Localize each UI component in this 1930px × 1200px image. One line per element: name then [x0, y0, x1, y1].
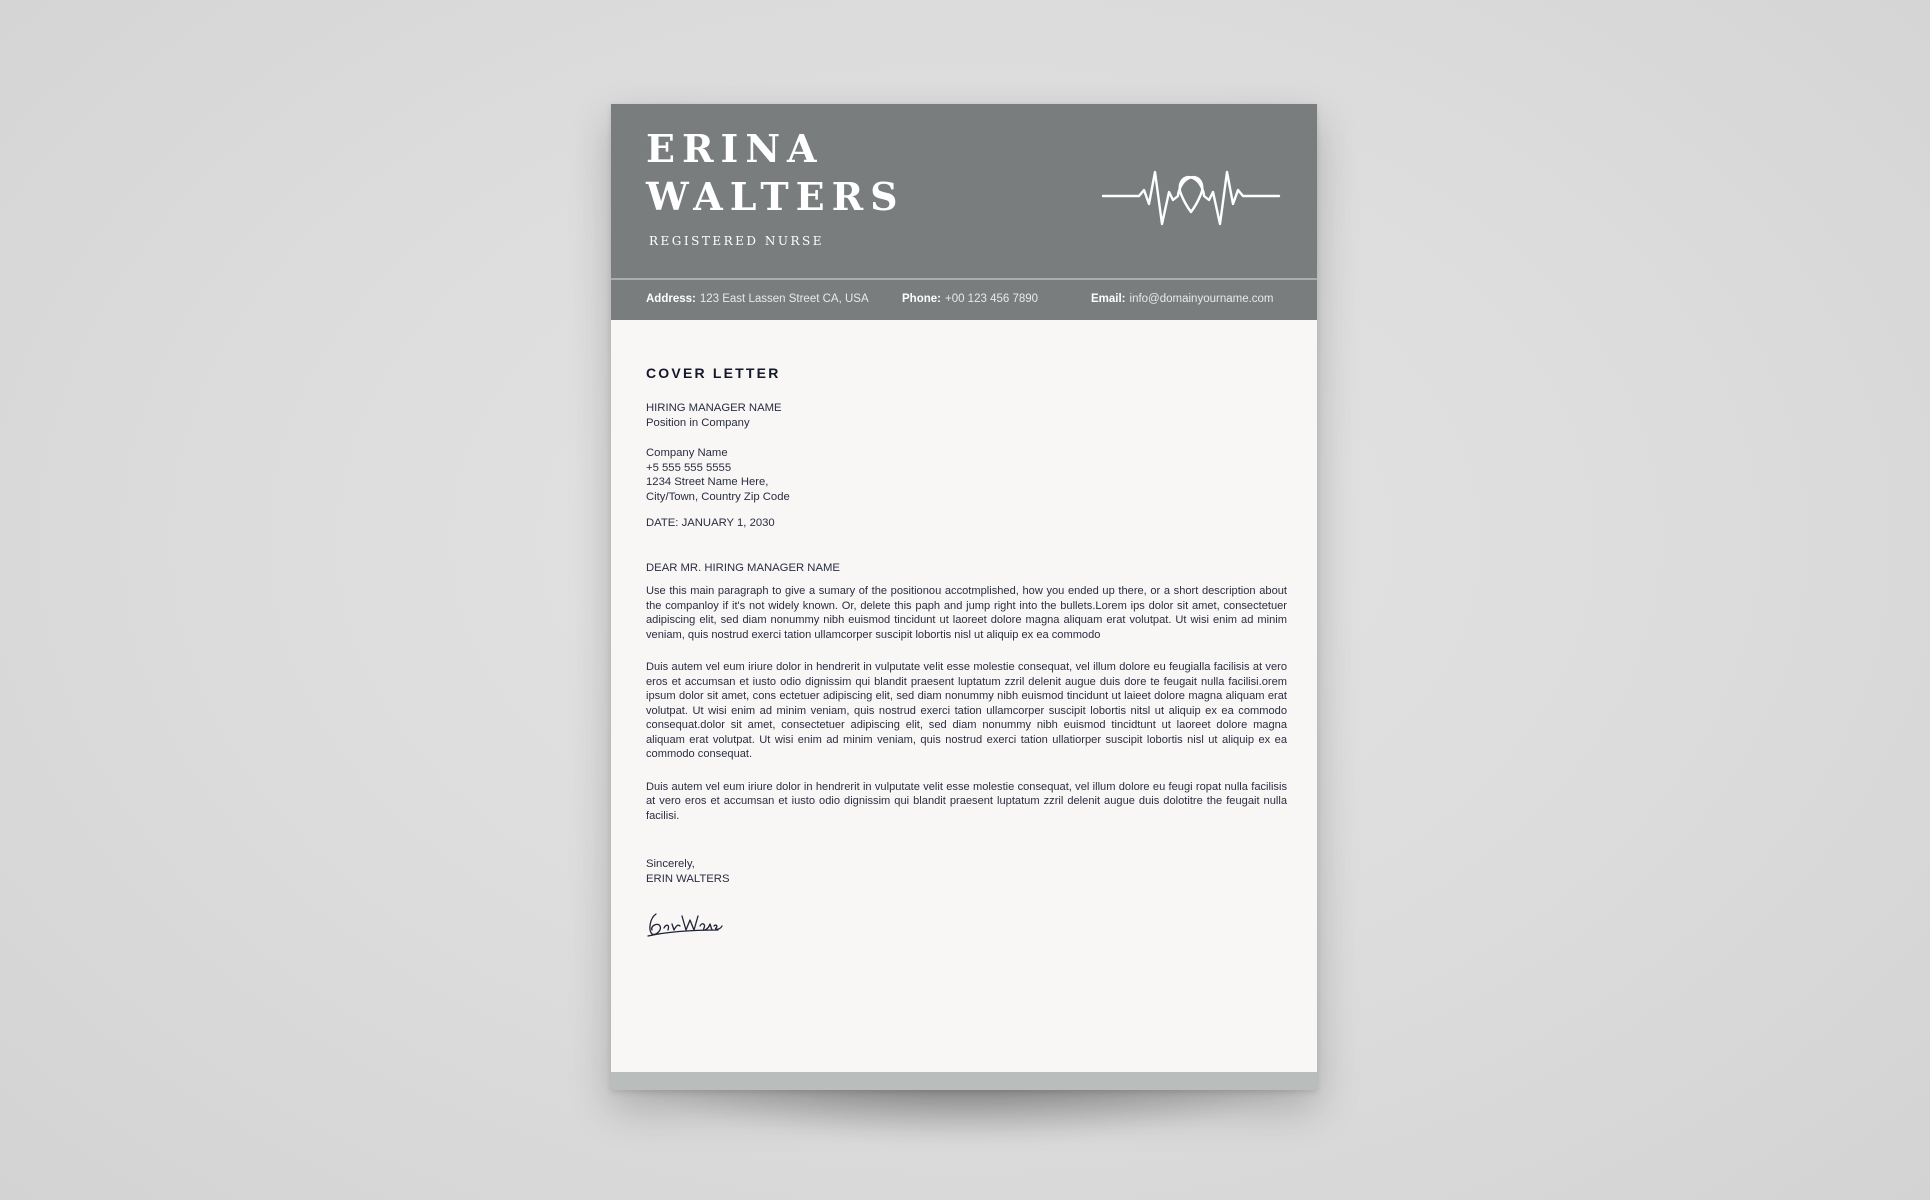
letterhead [611, 104, 1317, 278]
email-value: info@domainyourname.com [1129, 293, 1274, 305]
closing: Sincerely, [646, 858, 695, 870]
company-phone: +5 555 555 5555 [646, 461, 732, 474]
footer-band [611, 1072, 1317, 1090]
signer-name: ERIN WALTERS [646, 872, 730, 885]
address-label: Address: [646, 293, 696, 305]
job-title: REGISTERED NURSE [649, 234, 824, 248]
phone-label: Phone: [902, 293, 941, 305]
document-heading: COVER LETTER [646, 365, 781, 381]
paragraph-2: Duis autem vel eum iriure dolor in hendrerit in vulputate velit esse molestie consequat, vel illum dolore eu feugialla facilisis at vero eros et accumsan et iusto odio dignissim qui blandit praesent luptatum zzril delenit augue duis dore te feugait nulla facilisi.orem ipsum dolor sit amet, cons ectetuer adipiscing elit, sed diam nonummy nibh euismod tincidunt ut laieet dolore magna aliquam erat volutpat. Ut wisi enim ad minim veniam, quis nostrud exerci tation ullamcorper suscipit lobortis nitsl ut aliquip ex ea commodo consequat.dolor sit amet, consectetuer adipiscing elit, sed diam nonummy nibh euismod tincidtunt ut laoreet dolore magna aliquam erat volutpat. Ut wisi enim ad minim veniam, quis nostrud exerci tation ullatiorper suscipit lobortis nisl ut aliquip ex ea commodo consequat. [646, 661, 1287, 760]
heartbeat-heart-icon [1101, 154, 1281, 234]
address-value: 123 East Lassen Street CA, USA [699, 293, 869, 305]
salutation: DEAR MR. HIRING MANAGER NAME [646, 561, 840, 574]
paragraph-3: Duis autem vel eum iriure dolor in hendrerit in vulputate velit esse molestie consequat, vel illum dolore eu feugi ropat nulla facilisis at vero eros et accumsan et iusto odio dignissim qui blandit praesent luptatum zzril delenit augue duis dolotitre the feugait nulla facilisi. [646, 780, 1287, 822]
letter-body [646, 364, 1287, 942]
last-name: WALTERS [646, 174, 905, 219]
contact-email [1091, 293, 1274, 305]
recipient-position: Position in Company [646, 416, 750, 429]
company-street: 1234 Street Name Here, [646, 476, 769, 488]
first-name: ERINA [646, 126, 824, 171]
phone-value: +00 123 456 7890 [944, 293, 1039, 305]
contact-phone [902, 293, 1038, 305]
recipient-name: HIRING MANAGER NAME [646, 402, 782, 414]
company-name: Company Name [646, 447, 728, 459]
signature-icon [646, 908, 726, 942]
contact-bar [611, 278, 1317, 320]
email-label: Email: [1091, 293, 1126, 305]
letter-date: DATE: JANUARY 1, 2030 [646, 517, 775, 529]
contact-address [646, 293, 869, 305]
paragraph-1: Use this main paragraph to give a sumary of the positionou accotmplished, how you ended up there, or a short description about the companloy if it's not widely known. Or, delete this paph and jump right into the bullets.Lorem ips dolor sit amet, consectetuer adipiscing elit, sed diam nonummy nibh euismod tincidunt ut laoreet dolore magna aliquam erat volutpat. Ut wisi enim ad minim veniam, quis nostrud exerci tation ullamcorper suscipit lobortis nisl ut aliquip ex ea commodo [646, 585, 1287, 641]
company-city: City/Town, Country Zip Code [646, 490, 790, 503]
cover-letter-page [611, 104, 1317, 1090]
